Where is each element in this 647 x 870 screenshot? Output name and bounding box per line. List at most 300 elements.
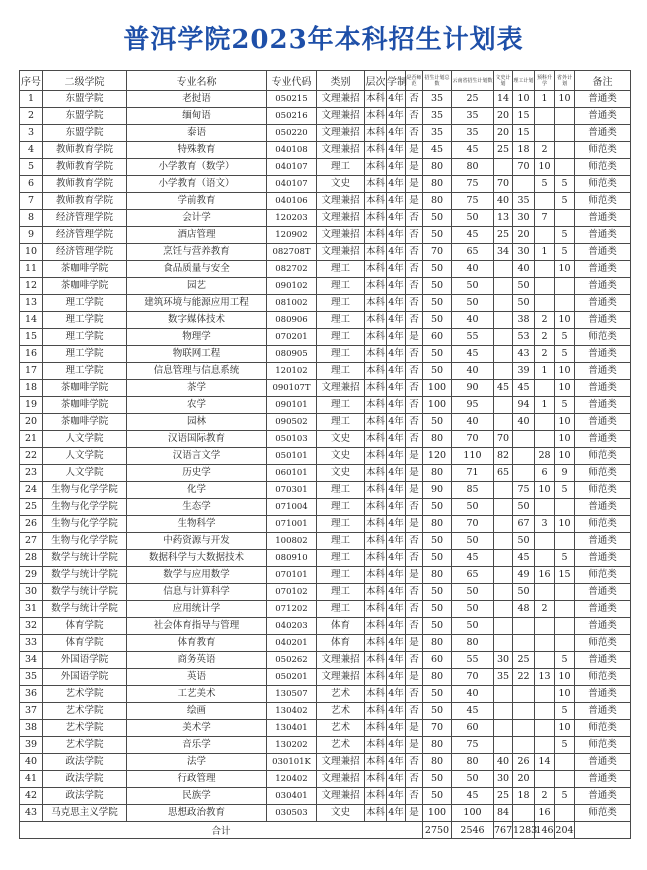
college-cell: 外国语学院: [43, 652, 127, 669]
science-cell: 70: [513, 159, 535, 176]
duration-cell: 4年: [387, 244, 406, 261]
duration-cell: 4年: [387, 584, 406, 601]
outside-cell: 10: [555, 516, 575, 533]
duration-cell: 4年: [387, 754, 406, 771]
code-cell: 050101: [267, 448, 317, 465]
arts-cell: 20: [494, 125, 513, 142]
note-cell: 师范类: [575, 567, 631, 584]
category-cell: 文理兼招: [317, 754, 365, 771]
level-cell: 本科: [365, 193, 387, 210]
category-cell: 理工: [317, 295, 365, 312]
level-cell: 本科: [365, 703, 387, 720]
science-cell: 39: [513, 363, 535, 380]
category-cell: 理工: [317, 516, 365, 533]
level-cell: 本科: [365, 363, 387, 380]
category-cell: 文理兼招: [317, 227, 365, 244]
duration-cell: 4年: [387, 516, 406, 533]
yunnan-cell: 90: [452, 380, 494, 397]
duration-cell: 4年: [387, 533, 406, 550]
category-cell: 理工: [317, 278, 365, 295]
major-cell: 数字媒体技术: [127, 312, 267, 329]
college-cell: 教师教育学院: [43, 159, 127, 176]
arts-cell: [494, 550, 513, 567]
header-cell: 二级学院: [43, 71, 127, 91]
table-row: [20, 720, 631, 737]
prep-cell: 16: [535, 567, 555, 584]
prep-cell: [535, 499, 555, 516]
arts-cell: [494, 295, 513, 312]
plan-total-cell: 80: [423, 193, 452, 210]
code-cell: 071004: [267, 499, 317, 516]
major-cell: 行政管理: [127, 771, 267, 788]
prep-cell: [535, 720, 555, 737]
normal-cell: 否: [406, 346, 423, 363]
plan-total-cell: 80: [423, 516, 452, 533]
seq-cell: 12: [20, 278, 43, 295]
code-cell: 040107: [267, 176, 317, 193]
outside-cell: [555, 635, 575, 652]
table-row: [20, 414, 631, 431]
major-cell: 数据科学与大数据技术: [127, 550, 267, 567]
outside-cell: 5: [555, 550, 575, 567]
note-cell: 普通类: [575, 363, 631, 380]
level-cell: 本科: [365, 312, 387, 329]
table-row: [20, 652, 631, 669]
category-cell: 艺术: [317, 686, 365, 703]
yunnan-cell: 50: [452, 533, 494, 550]
category-cell: 文理兼招: [317, 380, 365, 397]
arts-cell: [494, 278, 513, 295]
level-cell: 本科: [365, 533, 387, 550]
category-cell: 文史: [317, 805, 365, 822]
major-cell: 特殊教育: [127, 142, 267, 159]
plan-total-cell: 80: [423, 669, 452, 686]
plan-total-cell: 50: [423, 788, 452, 805]
college-cell: 东盟学院: [43, 91, 127, 108]
prep-cell: 1: [535, 244, 555, 261]
yunnan-cell: 65: [452, 244, 494, 261]
outside-cell: 10: [555, 448, 575, 465]
header-cell: 招生计划总数: [423, 71, 452, 91]
table-row: [20, 227, 631, 244]
arts-cell: 20: [494, 108, 513, 125]
seq-cell: 3: [20, 125, 43, 142]
outside-cell: 15: [555, 567, 575, 584]
yunnan-cell: 35: [452, 108, 494, 125]
duration-cell: 4年: [387, 618, 406, 635]
normal-cell: 否: [406, 533, 423, 550]
normal-cell: 否: [406, 227, 423, 244]
normal-cell: 是: [406, 193, 423, 210]
yunnan-cell: 40: [452, 312, 494, 329]
duration-cell: 4年: [387, 108, 406, 125]
prep-cell: 1: [535, 91, 555, 108]
arts-cell: [494, 720, 513, 737]
level-cell: 本科: [365, 584, 387, 601]
duration-cell: 4年: [387, 431, 406, 448]
total-cell: [575, 822, 631, 839]
table-row: [20, 278, 631, 295]
outside-cell: 5: [555, 244, 575, 261]
duration-cell: 4年: [387, 499, 406, 516]
duration-cell: 4年: [387, 142, 406, 159]
yunnan-cell: 40: [452, 261, 494, 278]
table-row: [20, 142, 631, 159]
category-cell: 文理兼招: [317, 244, 365, 261]
table-row: [20, 584, 631, 601]
normal-cell: 否: [406, 499, 423, 516]
duration-cell: 4年: [387, 482, 406, 499]
major-cell: 酒店管理: [127, 227, 267, 244]
note-cell: 普通类: [575, 499, 631, 516]
duration-cell: 4年: [387, 295, 406, 312]
category-cell: 理工: [317, 312, 365, 329]
duration-cell: 4年: [387, 227, 406, 244]
note-cell: 普通类: [575, 125, 631, 142]
seq-cell: 28: [20, 550, 43, 567]
note-cell: 师范类: [575, 737, 631, 754]
plan-total-cell: 50: [423, 533, 452, 550]
code-cell: 090502: [267, 414, 317, 431]
plan-total-cell: 35: [423, 125, 452, 142]
outside-cell: [555, 278, 575, 295]
header-cell: 层次: [365, 71, 387, 91]
header-cell: 文史计划: [494, 71, 513, 91]
plan-total-cell: 50: [423, 550, 452, 567]
level-cell: 本科: [365, 159, 387, 176]
normal-cell: 是: [406, 159, 423, 176]
note-cell: 师范类: [575, 482, 631, 499]
category-cell: 文理兼招: [317, 788, 365, 805]
seq-cell: 14: [20, 312, 43, 329]
college-cell: 外国语学院: [43, 669, 127, 686]
science-cell: [513, 618, 535, 635]
note-cell: 师范类: [575, 465, 631, 482]
note-cell: 师范类: [575, 329, 631, 346]
plan-total-cell: 80: [423, 754, 452, 771]
note-cell: 普通类: [575, 754, 631, 771]
major-cell: 学前教育: [127, 193, 267, 210]
table-row: [20, 618, 631, 635]
duration-cell: 4年: [387, 465, 406, 482]
normal-cell: 否: [406, 295, 423, 312]
seq-cell: 43: [20, 805, 43, 822]
science-cell: 15: [513, 125, 535, 142]
college-cell: 东盟学院: [43, 108, 127, 125]
duration-cell: 4年: [387, 771, 406, 788]
total-label: 合计: [20, 822, 423, 839]
code-cell: 130402: [267, 703, 317, 720]
level-cell: 本科: [365, 210, 387, 227]
arts-cell: 65: [494, 465, 513, 482]
outside-cell: [555, 125, 575, 142]
prep-cell: 2: [535, 142, 555, 159]
note-cell: 普通类: [575, 295, 631, 312]
code-cell: 071202: [267, 601, 317, 618]
science-cell: 53: [513, 329, 535, 346]
table-row: [20, 431, 631, 448]
code-cell: 082702: [267, 261, 317, 278]
outside-cell: 10: [555, 431, 575, 448]
science-cell: [513, 465, 535, 482]
plan-total-cell: 50: [423, 346, 452, 363]
plan-total-cell: 70: [423, 720, 452, 737]
prep-cell: 5: [535, 176, 555, 193]
outside-cell: 10: [555, 261, 575, 278]
science-cell: 48: [513, 601, 535, 618]
science-cell: [513, 431, 535, 448]
science-cell: 50: [513, 278, 535, 295]
level-cell: 本科: [365, 482, 387, 499]
plan-total-cell: 100: [423, 380, 452, 397]
yunnan-cell: 65: [452, 567, 494, 584]
duration-cell: 4年: [387, 397, 406, 414]
category-cell: 理工: [317, 261, 365, 278]
arts-cell: 34: [494, 244, 513, 261]
arts-cell: 70: [494, 431, 513, 448]
plan-total-cell: 50: [423, 618, 452, 635]
level-cell: 本科: [365, 771, 387, 788]
category-cell: 艺术: [317, 720, 365, 737]
table-row: [20, 635, 631, 652]
yunnan-cell: 40: [452, 414, 494, 431]
duration-cell: 4年: [387, 669, 406, 686]
normal-cell: 否: [406, 210, 423, 227]
science-cell: 50: [513, 499, 535, 516]
college-cell: 理工学院: [43, 346, 127, 363]
college-cell: 艺术学院: [43, 737, 127, 754]
note-cell: 普通类: [575, 108, 631, 125]
yunnan-cell: 75: [452, 737, 494, 754]
arts-cell: [494, 567, 513, 584]
duration-cell: 4年: [387, 652, 406, 669]
normal-cell: 是: [406, 329, 423, 346]
prep-cell: 1: [535, 397, 555, 414]
normal-cell: 否: [406, 414, 423, 431]
category-cell: 文史: [317, 448, 365, 465]
yunnan-cell: 45: [452, 227, 494, 244]
prep-cell: 2: [535, 312, 555, 329]
level-cell: 本科: [365, 737, 387, 754]
plan-total-cell: 80: [423, 567, 452, 584]
arts-cell: 40: [494, 193, 513, 210]
prep-cell: [535, 686, 555, 703]
plan-total-cell: 35: [423, 91, 452, 108]
table-row: [20, 380, 631, 397]
total-cell: 146: [535, 822, 555, 839]
major-cell: 中药资源与开发: [127, 533, 267, 550]
seq-cell: 39: [20, 737, 43, 754]
duration-cell: 4年: [387, 261, 406, 278]
major-cell: 工艺美术: [127, 686, 267, 703]
note-cell: 普通类: [575, 278, 631, 295]
note-cell: 普通类: [575, 380, 631, 397]
table-row: [20, 669, 631, 686]
duration-cell: 4年: [387, 278, 406, 295]
seq-cell: 13: [20, 295, 43, 312]
arts-cell: [494, 346, 513, 363]
seq-cell: 15: [20, 329, 43, 346]
prep-cell: [535, 771, 555, 788]
college-cell: 经济管理学院: [43, 244, 127, 261]
code-cell: 040107: [267, 159, 317, 176]
category-cell: 理工: [317, 601, 365, 618]
normal-cell: 是: [406, 465, 423, 482]
arts-cell: 25: [494, 227, 513, 244]
arts-cell: [494, 516, 513, 533]
college-cell: 艺术学院: [43, 720, 127, 737]
seq-cell: 2: [20, 108, 43, 125]
duration-cell: 4年: [387, 448, 406, 465]
outside-cell: 10: [555, 669, 575, 686]
level-cell: 本科: [365, 754, 387, 771]
code-cell: 050216: [267, 108, 317, 125]
category-cell: 理工: [317, 159, 365, 176]
major-cell: 信息管理与信息系统: [127, 363, 267, 380]
college-cell: 教师教育学院: [43, 193, 127, 210]
code-cell: 080905: [267, 346, 317, 363]
category-cell: 文理兼招: [317, 91, 365, 108]
level-cell: 本科: [365, 652, 387, 669]
arts-cell: 40: [494, 754, 513, 771]
normal-cell: 否: [406, 91, 423, 108]
normal-cell: 否: [406, 754, 423, 771]
note-cell: 普通类: [575, 227, 631, 244]
table-row: [20, 703, 631, 720]
outside-cell: 5: [555, 652, 575, 669]
prep-cell: 2: [535, 601, 555, 618]
plan-total-cell: 45: [423, 142, 452, 159]
prep-cell: [535, 295, 555, 312]
duration-cell: 4年: [387, 567, 406, 584]
science-cell: 67: [513, 516, 535, 533]
table-row: [20, 771, 631, 788]
prep-cell: 2: [535, 329, 555, 346]
table-header-row: [20, 71, 631, 91]
table-row: [20, 91, 631, 108]
outside-cell: 10: [555, 91, 575, 108]
outside-cell: 5: [555, 703, 575, 720]
arts-cell: [494, 686, 513, 703]
table-row: [20, 550, 631, 567]
yunnan-cell: 100: [452, 805, 494, 822]
level-cell: 本科: [365, 431, 387, 448]
seq-cell: 26: [20, 516, 43, 533]
science-cell: 40: [513, 414, 535, 431]
science-cell: 18: [513, 142, 535, 159]
code-cell: 130507: [267, 686, 317, 703]
plan-total-cell: 80: [423, 431, 452, 448]
arts-cell: [494, 482, 513, 499]
seq-cell: 35: [20, 669, 43, 686]
plan-total-cell: 50: [423, 686, 452, 703]
seq-cell: 18: [20, 380, 43, 397]
code-cell: 080906: [267, 312, 317, 329]
normal-cell: 是: [406, 669, 423, 686]
level-cell: 本科: [365, 516, 387, 533]
college-cell: 政法学院: [43, 771, 127, 788]
arts-cell: 14: [494, 91, 513, 108]
seq-cell: 36: [20, 686, 43, 703]
code-cell: 090107T: [267, 380, 317, 397]
prep-cell: 14: [535, 754, 555, 771]
level-cell: 本科: [365, 635, 387, 652]
plan-total-cell: 50: [423, 584, 452, 601]
outside-cell: 5: [555, 737, 575, 754]
normal-cell: 否: [406, 125, 423, 142]
outside-cell: 5: [555, 788, 575, 805]
yunnan-cell: 60: [452, 720, 494, 737]
arts-cell: 13: [494, 210, 513, 227]
arts-cell: [494, 499, 513, 516]
college-cell: 数学与统计学院: [43, 567, 127, 584]
header-cell: 理工计划: [513, 71, 535, 91]
yunnan-cell: 70: [452, 431, 494, 448]
level-cell: 本科: [365, 720, 387, 737]
seq-cell: 20: [20, 414, 43, 431]
code-cell: 120102: [267, 363, 317, 380]
total-cell: 2750: [423, 822, 452, 839]
table-row: [20, 754, 631, 771]
major-cell: 建筑环境与能源应用工程: [127, 295, 267, 312]
science-cell: 35: [513, 193, 535, 210]
normal-cell: 否: [406, 312, 423, 329]
seq-cell: 22: [20, 448, 43, 465]
category-cell: 文理兼招: [317, 669, 365, 686]
duration-cell: 4年: [387, 635, 406, 652]
seq-cell: 17: [20, 363, 43, 380]
arts-cell: 82: [494, 448, 513, 465]
seq-cell: 38: [20, 720, 43, 737]
category-cell: 理工: [317, 397, 365, 414]
code-cell: 081002: [267, 295, 317, 312]
seq-cell: 5: [20, 159, 43, 176]
prep-cell: 10: [535, 482, 555, 499]
level-cell: 本科: [365, 278, 387, 295]
plan-total-cell: 80: [423, 465, 452, 482]
major-cell: 法学: [127, 754, 267, 771]
plan-total-cell: 60: [423, 652, 452, 669]
level-cell: 本科: [365, 227, 387, 244]
duration-cell: 4年: [387, 788, 406, 805]
science-cell: 20: [513, 771, 535, 788]
table-row: [20, 465, 631, 482]
college-cell: 数学与统计学院: [43, 601, 127, 618]
normal-cell: 否: [406, 686, 423, 703]
duration-cell: 4年: [387, 125, 406, 142]
seq-cell: 29: [20, 567, 43, 584]
category-cell: 理工: [317, 533, 365, 550]
prep-cell: [535, 414, 555, 431]
level-cell: 本科: [365, 295, 387, 312]
total-row: [20, 822, 631, 839]
code-cell: 060101: [267, 465, 317, 482]
page-title: 普洱学院2023年本科招生计划表: [123, 25, 524, 55]
note-cell: 师范类: [575, 159, 631, 176]
duration-cell: 4年: [387, 193, 406, 210]
code-cell: 070101: [267, 567, 317, 584]
level-cell: 本科: [365, 805, 387, 822]
yunnan-cell: 71: [452, 465, 494, 482]
yunnan-cell: 50: [452, 601, 494, 618]
major-cell: 物联网工程: [127, 346, 267, 363]
normal-cell: 否: [406, 601, 423, 618]
arts-cell: [494, 635, 513, 652]
prep-cell: [535, 193, 555, 210]
code-cell: 080910: [267, 550, 317, 567]
science-cell: 30: [513, 210, 535, 227]
level-cell: 本科: [365, 329, 387, 346]
